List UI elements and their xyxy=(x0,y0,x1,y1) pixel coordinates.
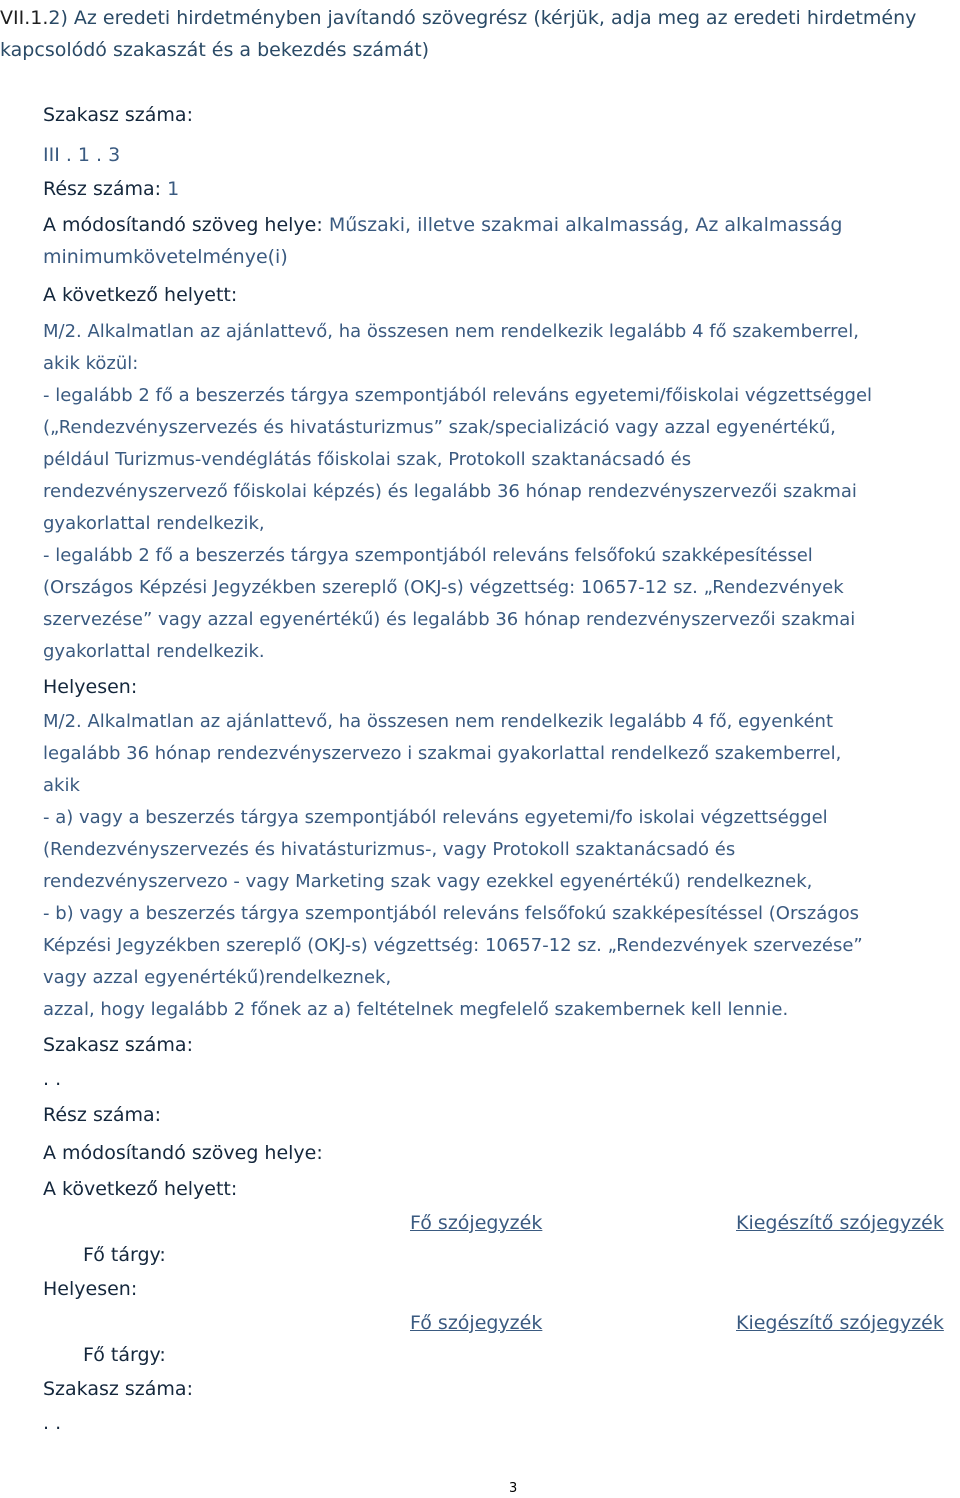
page-number: 3 xyxy=(509,1481,518,1496)
heading-line-1 xyxy=(0,2,950,34)
new-text-line: rendezvényszervezo - vagy Marketing szak vagy ezekkel egyenértékű) rendelkeznek, xyxy=(43,871,813,892)
szakasz-value: . . xyxy=(43,1068,62,1090)
old-text-line: - legalább 2 fő a beszerzés tárgya szempontjából releváns egyetemi/főiskolai végzettséggel xyxy=(43,385,873,406)
new-text-line: - a) vagy a beszerzés tárgya szempontjából releváns egyetemi/fo iskolai végzettséggel xyxy=(43,807,828,828)
resz-label: Rész száma: xyxy=(43,178,162,200)
hely-value-cont: minimumkövetelménye(i) xyxy=(43,246,288,268)
helyett-label: A következő helyett: xyxy=(43,1178,238,1200)
section-heading xyxy=(0,2,950,66)
new-text-line: - b) vagy a beszerzés tárgya szempontjából releváns felsőfokú szakképesítéssel (Országos xyxy=(43,903,860,924)
fo-targy-label: Fő tárgy: xyxy=(83,1344,166,1366)
old-text-line: M/2. Alkalmatlan az ajánlattevő, ha összesen nem rendelkezik legalább 4 fő szakemberrel, xyxy=(43,321,859,342)
old-text-line: gyakorlattal rendelkezik. xyxy=(43,641,265,662)
old-text-block xyxy=(43,316,958,668)
szakasz-label: Szakasz száma: xyxy=(43,1034,193,1056)
old-text-line: rendezvényszervező főiskolai képzés) és legalább 36 hónap rendezvényszervezői szakmai xyxy=(43,481,857,502)
hely-row xyxy=(43,214,843,236)
helyesen-label: Helyesen: xyxy=(43,1278,138,1300)
helyesen-label: Helyesen: xyxy=(43,676,138,698)
heading-number: VII.1. xyxy=(0,7,49,29)
szakasz-value: . . xyxy=(43,1412,62,1434)
old-text-line: gyakorlattal rendelkezik, xyxy=(43,513,265,534)
heading-text: 2) Az eredeti hirdetményben javítandó szövegrész (kérjük, adja meg az eredeti hirdetmény xyxy=(48,7,917,29)
szakasz-label: Szakasz száma: xyxy=(43,1378,193,1400)
fo-szojegyzek-link[interactable]: Fő szójegyzék xyxy=(410,1212,543,1234)
new-text-line: akik xyxy=(43,775,80,796)
fo-szojegyzek-link[interactable]: Fő szójegyzék xyxy=(410,1312,543,1334)
new-text-line: Képzési Jegyzékben szereplő (OKJ-s) végzettség: 10657-12 sz. „Rendezvények szervezése” xyxy=(43,935,863,956)
old-text-line: szervezése” vagy azzal egyenértékű) és legalább 36 hónap rendezvényszervezői szakmai xyxy=(43,609,856,630)
old-text-line: - legalább 2 fő a beszerzés tárgya szempontjából releváns felsőfokú szakképesítéssel xyxy=(43,545,813,566)
kiegeszito-szojegyzek-link[interactable]: Kiegészítő szójegyzék xyxy=(736,1212,944,1234)
new-text-line: (Rendezvényszervezés és hivatásturizmus-, vagy Protokoll szaktanácsadó és xyxy=(43,839,736,860)
helyett-label: A következő helyett: xyxy=(43,284,238,306)
fo-targy-label: Fő tárgy: xyxy=(83,1244,166,1266)
old-text-line: (Országos Képzési Jegyzékben szereplő (OKJ-s) végzettség: 10657-12 sz. „Rendezvények xyxy=(43,577,844,598)
old-text-line: például Turizmus-vendéglátás főiskolai szak, Protokoll szaktanácsadó és xyxy=(43,449,692,470)
szakasz-value: III . 1 . 3 xyxy=(43,144,121,166)
hely-value: Műszaki, illetve szakmai alkalmasság, Az alkalmasság xyxy=(328,214,843,236)
hely-label: A módosítandó szöveg helye: xyxy=(43,214,323,236)
new-text-line: M/2. Alkalmatlan az ajánlattevő, ha összesen nem rendelkezik legalább 4 fő, egyenként xyxy=(43,711,833,732)
new-text-block xyxy=(43,706,958,1026)
resz-row xyxy=(43,178,179,200)
old-text-line: akik közül: xyxy=(43,353,139,374)
resz-value: 1 xyxy=(167,178,180,200)
szakasz-label: Szakasz száma: xyxy=(43,104,193,126)
old-text-line: („Rendezvényszervezés és hivatásturizmus” szak/specializáció vagy azzal egyenértékű, xyxy=(43,417,836,438)
kiegeszito-szojegyzek-link[interactable]: Kiegészítő szójegyzék xyxy=(736,1312,944,1334)
resz-label: Rész száma: xyxy=(43,1104,162,1126)
new-text-line: azzal, hogy legalább 2 főnek az a) feltételnek megfelelő szakembernek kell lennie. xyxy=(43,999,789,1020)
new-text-line: vagy azzal egyenértékű)rendelkeznek, xyxy=(43,967,392,988)
heading-line-2: kapcsolódó szakaszát és a bekezdés számát) xyxy=(0,39,430,61)
new-text-line: legalább 36 hónap rendezvényszervezo i szakmai gyakorlattal rendelkező szakemberrel, xyxy=(43,743,842,764)
hely-label: A módosítandó szöveg helye: xyxy=(43,1142,323,1164)
